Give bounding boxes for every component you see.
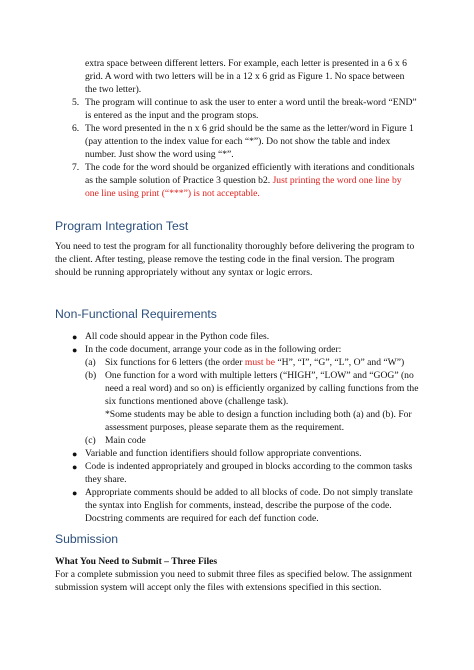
- sub-item-text: *Some students may be able to design a function including both (a) and (b). For: [105, 409, 412, 420]
- sub-item-label: (a): [85, 357, 96, 368]
- sub-item-text: [105, 357, 435, 370]
- section-heading-non-functional: Non-Functional Requirements: [55, 307, 217, 321]
- list-item-line: number. Just show the word using “*”.: [85, 149, 234, 160]
- sub-item-label: (c): [85, 435, 96, 446]
- sub-item-text: One function for a word with multiple letters (“HIGH”, “LOW” and “GOG” (no: [105, 370, 414, 381]
- list-item-text: as the sample solution of Practice 3 question b2.: [85, 175, 273, 186]
- list-number: 7.: [72, 162, 80, 173]
- paragraph-line: should be running appropriately without any syntax or logic errors.: [55, 267, 313, 278]
- bullet-text: Variable and function identifiers should follow appropriate conventions.: [85, 448, 362, 459]
- section-heading-submission: Submission: [55, 532, 118, 546]
- bullet-icon: ●: [72, 462, 78, 472]
- sub-item-text: need a real word) and so on) is efficiently organized by calling functions from the: [105, 383, 419, 394]
- list-item-line: [85, 175, 435, 188]
- intro-line: the two letter).: [85, 84, 142, 95]
- sub-item-text: six functions mentioned above (challenge task).: [105, 396, 289, 407]
- list-item-line: (pay attention to the index value for each “*”). Do not show the table and index: [85, 136, 391, 147]
- sub-item-text-pre: Six functions for 6 letters (the order: [105, 357, 245, 368]
- intro-line: grid. A word with two letters will be in a 12 x 6 grid as Figure 1. No space between: [85, 71, 405, 82]
- subsection-heading: What You Need to Submit – Three Files: [55, 556, 218, 567]
- paragraph-line: the client. After testing, please remove the testing code in the final version. The program: [55, 254, 395, 265]
- list-item-line: The code for the word should be organized efficiently with iterations and conditionals: [85, 162, 415, 173]
- intro-line: extra space between different letters. For example, each letter is presented in a 6 x 6: [85, 58, 407, 69]
- sub-item-text-post: “H”, “I”, “G”, “L”, O” and “W”): [275, 357, 405, 368]
- list-number: 5.: [72, 97, 80, 108]
- bullet-icon: ●: [72, 332, 78, 342]
- list-item-line: The program will continue to ask the user to enter a word until the break-word “END”: [85, 97, 417, 108]
- section-heading-integration-test: Program Integration Test: [55, 219, 189, 233]
- bullet-text: the syntax into English for comments, instead, describe the purpose of the code.: [85, 500, 392, 511]
- bullet-icon: ●: [72, 345, 78, 355]
- bullet-text: they share.: [85, 474, 127, 485]
- bullet-text: Code is indented appropriately and grouped in blocks according to the common tasks: [85, 461, 413, 472]
- emphasis-text: must be: [244, 357, 275, 368]
- warning-text: one line using print (“***”) is not acceptable.: [85, 188, 260, 199]
- list-number: 6.: [72, 123, 80, 134]
- paragraph-line: For a complete submission you need to submit three files as specified below. The assignment: [55, 569, 413, 580]
- bullet-text: Appropriate comments should be added to all blocks of code. Do not simply translate: [85, 487, 413, 498]
- bullet-text: Docstring comments are required for each def function code.: [85, 513, 319, 524]
- bullet-icon: ●: [72, 449, 78, 459]
- paragraph-line: You need to test the program for all functionality thoroughly before delivering the program to: [55, 241, 415, 252]
- sub-item-label: (b): [85, 370, 97, 381]
- list-item-line: The word presented in the n x 6 grid should be the same as the letter/word in Figure 1: [85, 123, 414, 134]
- sub-item-text: Main code: [105, 435, 146, 446]
- sub-item-text: assessment purposes, please separate them as the requirement.: [105, 422, 344, 433]
- list-item-line: is entered as the input and the program stops.: [85, 110, 259, 121]
- paragraph-line: submission system will accept only the files with extensions specified in this section.: [55, 582, 382, 593]
- bullet-text: In the code document, arrange your code as in the following order:: [85, 344, 342, 355]
- warning-text: Just printing the word one line by: [272, 175, 402, 186]
- bullet-icon: ●: [72, 488, 78, 498]
- bullet-text: All code should appear in the Python code files.: [85, 331, 270, 342]
